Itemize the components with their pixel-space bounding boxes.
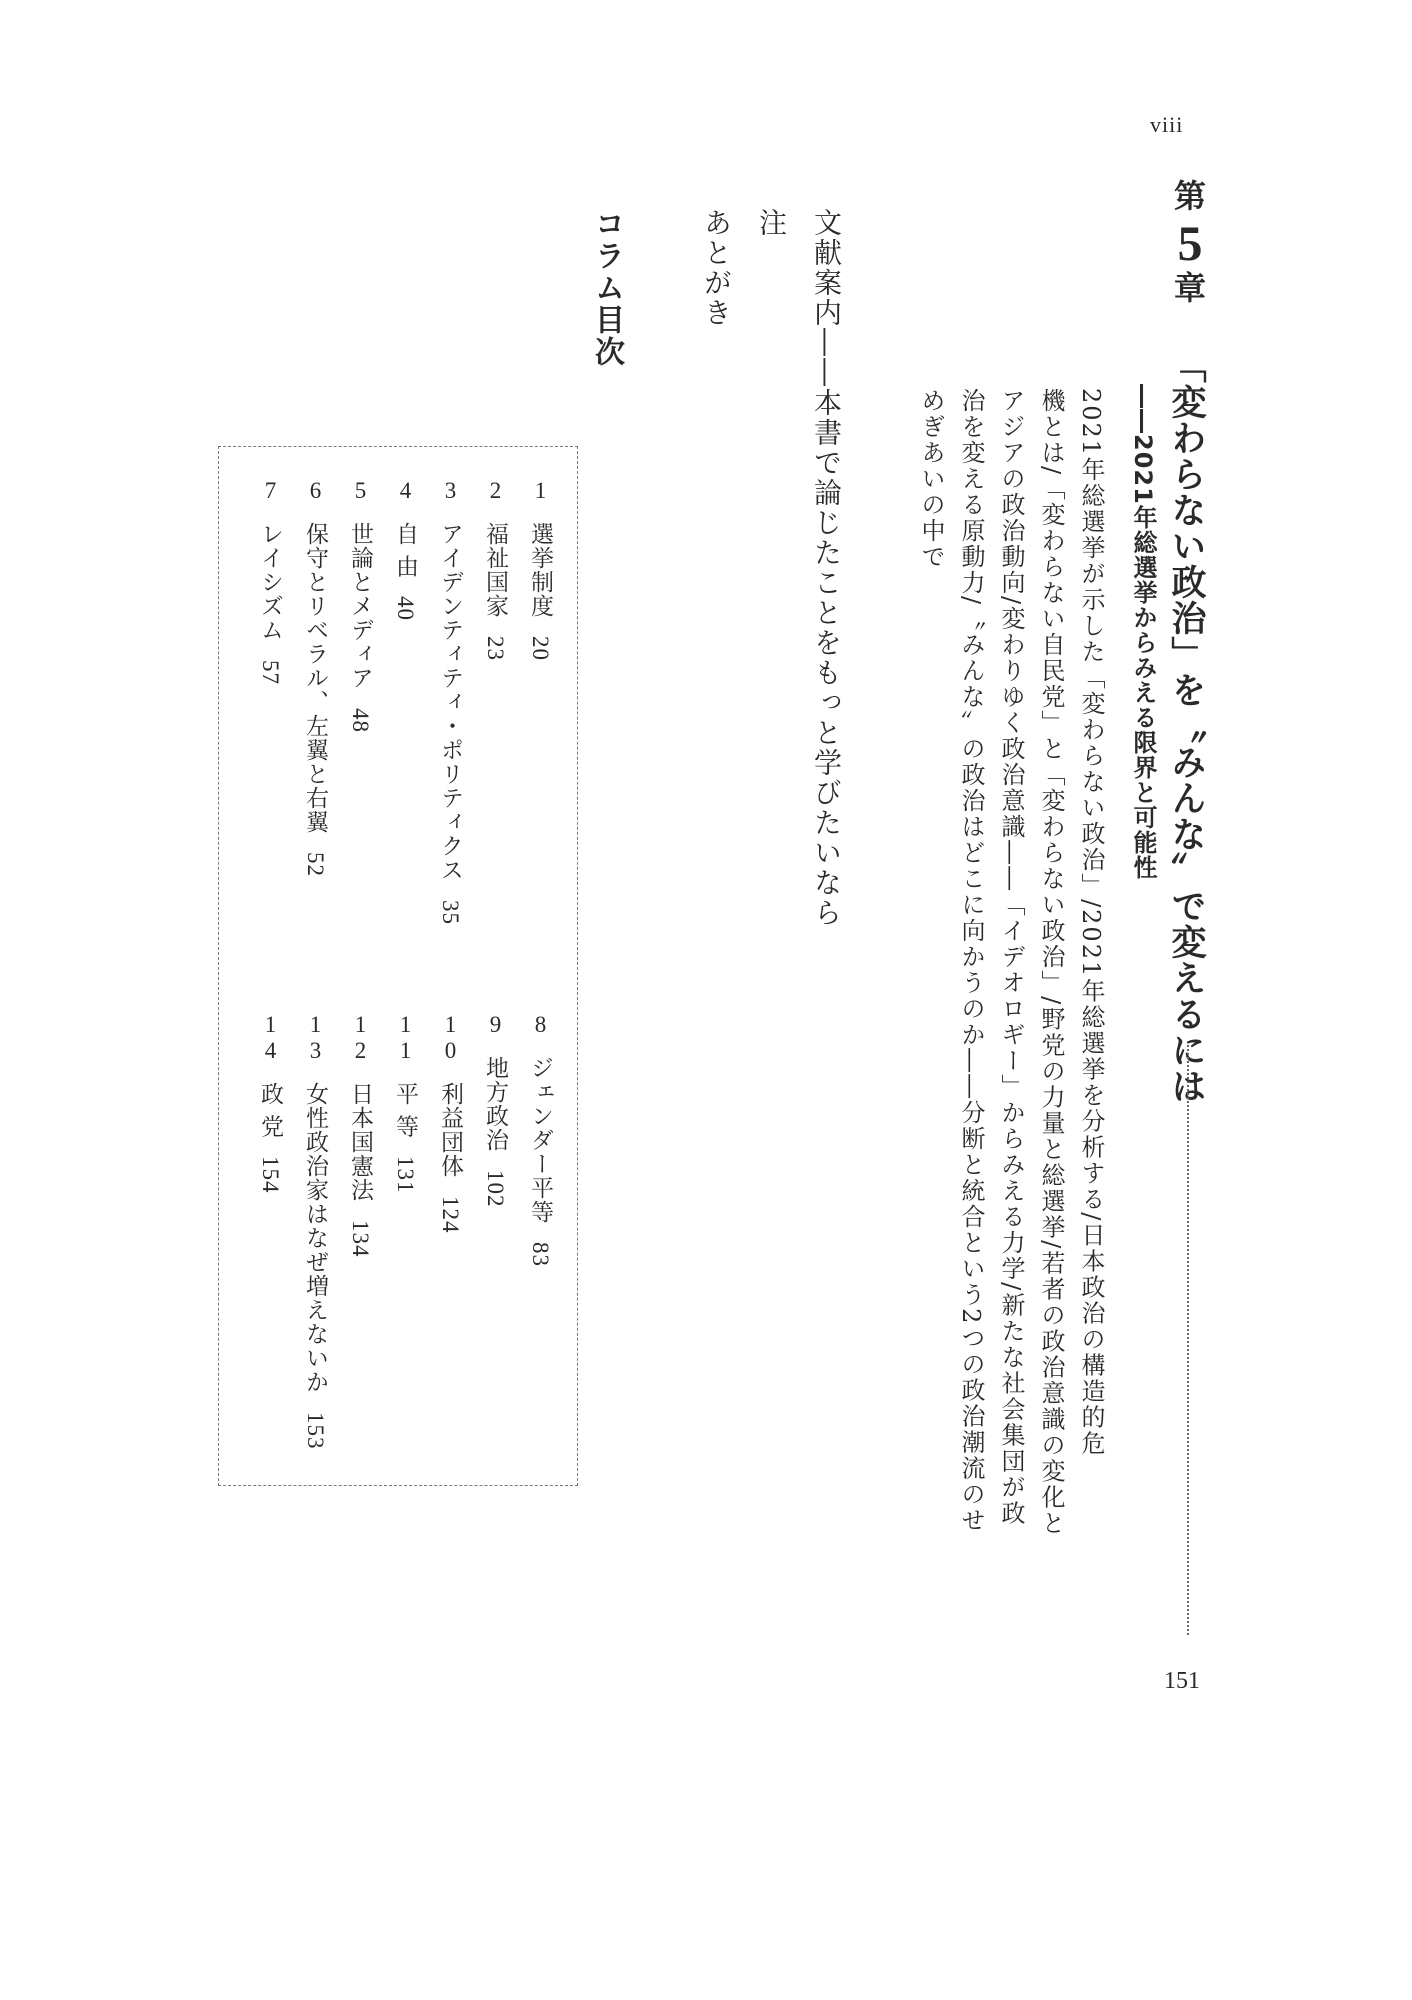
column-number: 10 [438, 1012, 463, 1064]
column-number: 6 [303, 478, 328, 504]
column-page: 131 [393, 1156, 418, 1194]
column-title: アイデンティティ・ポリティクス [437, 522, 463, 882]
column-entry-6[interactable] [303, 478, 327, 877]
column-title: 福祉国家 [482, 522, 508, 618]
column-page: 20 [528, 636, 553, 661]
column-entry-12[interactable] [348, 1012, 372, 1258]
column-entry-2[interactable] [483, 478, 507, 661]
column-title: レイシズム [257, 522, 283, 642]
column-title: 女性政治家はなぜ増えないか [302, 1082, 328, 1394]
column-number: 8 [528, 1012, 553, 1038]
column-entry-4[interactable] [393, 478, 417, 621]
column-entry-5[interactable] [348, 478, 372, 733]
chapter-page-number: 151 [1164, 1668, 1200, 1694]
column-index-heading: コラム目次 [589, 208, 624, 368]
column-page: 124 [438, 1196, 463, 1234]
column-page: 102 [483, 1170, 508, 1208]
synopsis-line: めぎあいの中で [917, 388, 945, 570]
column-entry-10[interactable] [438, 1012, 462, 1234]
chapter-synopsis [911, 388, 1111, 1668]
column-page: 48 [348, 708, 373, 733]
column-number: 3 [438, 478, 463, 504]
column-entry-9[interactable] [483, 1012, 507, 1208]
column-number: 12 [348, 1012, 373, 1064]
chapter-label [1170, 177, 1210, 307]
column-entry-13[interactable] [303, 1012, 327, 1450]
afterword-entry[interactable]: あとがき [700, 208, 733, 328]
chapter-title[interactable]: 「変わらない政治」を〝みんな〟で変えるには [1166, 348, 1206, 1104]
column-page: 154 [258, 1156, 283, 1194]
column-page: 52 [303, 852, 328, 877]
chapter-subtitle: ――2021年総選挙からみえる限界と可能性 [1129, 384, 1157, 880]
column-number: 2 [483, 478, 508, 504]
column-title: 自 由 [392, 522, 418, 579]
column-number: 11 [393, 1012, 418, 1064]
column-page: 40 [393, 596, 418, 622]
synopsis-line: アジアの政治動向/変わりゆく政治意識――「イデオロギー」からみえる力学/新たな社会集団が政 [997, 388, 1025, 1527]
chapter-label-pre: 第 [1173, 177, 1206, 215]
column-page: 153 [303, 1412, 328, 1450]
column-title: 平 等 [392, 1082, 418, 1139]
column-entry-1[interactable] [528, 478, 552, 661]
chapter-number: 5 [1177, 215, 1203, 271]
column-number: 9 [483, 1012, 508, 1038]
reading-guide-entry[interactable]: 文献案内――本書で論じたことをもっと学びたいなら [810, 208, 843, 928]
page-number: viii [1150, 112, 1184, 137]
synopsis-line: 治を変える原動力/〝みんな〟の政治はどこに向かうのか――分断と統合という2つの政治潮流のせ [957, 388, 985, 1534]
column-page: 83 [528, 1242, 553, 1267]
column-title: 選挙制度 [527, 522, 553, 618]
column-title: 地方政治 [482, 1056, 508, 1152]
column-page: 134 [348, 1220, 373, 1258]
leader-dots [1187, 1045, 1189, 1635]
column-title: 政 党 [257, 1082, 283, 1139]
column-number: 14 [258, 1012, 283, 1064]
column-title: 世論とメディア [347, 522, 373, 690]
column-entry-14[interactable] [258, 1012, 282, 1194]
column-number: 4 [393, 478, 418, 504]
column-number: 13 [303, 1012, 328, 1064]
column-number: 1 [528, 478, 553, 504]
column-title: 日本国憲法 [347, 1082, 373, 1202]
column-page: 35 [438, 900, 463, 925]
chapter-label-post: 章 [1173, 269, 1206, 307]
column-entry-11[interactable] [393, 1012, 417, 1194]
column-page: 23 [483, 636, 508, 661]
column-title: 利益団体 [437, 1082, 463, 1178]
synopsis-line: 2021年総選挙が示した「変わらない政治」/2021年総選挙を分析する/日本政治の構造的危 [1077, 388, 1105, 1457]
column-entry-3[interactable] [438, 478, 462, 925]
column-number: 5 [348, 478, 373, 504]
column-number: 7 [258, 478, 283, 504]
column-entry-7[interactable] [258, 478, 282, 685]
column-title: 保守とリベラル、左翼と右翼 [302, 522, 328, 834]
notes-entry[interactable]: 注 [755, 208, 788, 238]
column-title: ジェンダー平等 [527, 1056, 553, 1224]
synopsis-line: 機とは/「変わらない自民党」と「変わらない政治」/野党の力量と総選挙/若者の政治意識の変化と [1037, 388, 1065, 1537]
column-page: 57 [258, 660, 283, 685]
column-entry-8[interactable] [528, 1012, 552, 1267]
